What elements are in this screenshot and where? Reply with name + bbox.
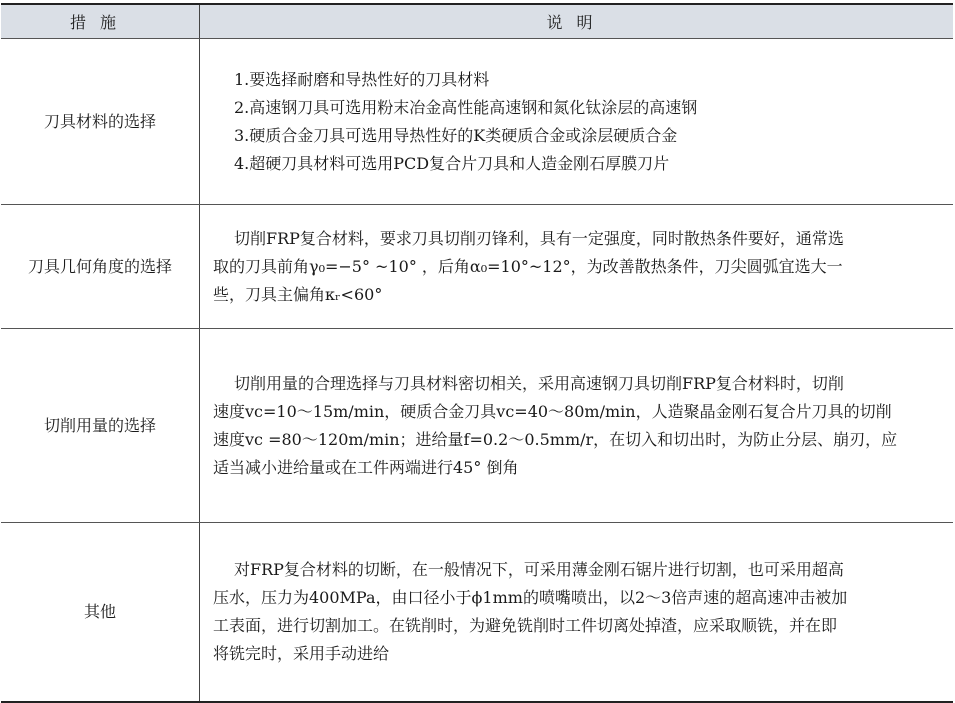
description-line: 4.超硬刀具材料可选用PCD复合片刀具和人造金刚石厚膜刀片 (234, 153, 670, 173)
description-line: 压水，压力为400MPa，由口径小于ϕ1mm的喷嘴喷出，以2～3倍声速的超高速冲击被加 (213, 588, 848, 607)
description-line: 些，刀具主偏角κᵣ<60° (213, 284, 383, 304)
table-row (1, 205, 953, 329)
row-measure-cell: 刀具几何角度的选择 (1, 205, 200, 329)
description-line: 对FRP复合材料的切断，在一般情况下，可采用薄金刚石锯片进行切割，也可采用超高 (234, 560, 844, 579)
row-description-cell (200, 39, 954, 205)
description-line: 切削用量的合理选择与刀具材料密切相关，采用高速钢刀具切削FRP复合材料时，切削 (234, 373, 844, 393)
measures-table (1, 3, 953, 703)
description-line: 取的刀具前角γ₀=−5° ~10° ，后角α₀=10°~12°，为改善散热条件，刀尖圆弧宜选大一 (213, 256, 843, 276)
description-line: 将铣完时，采用手动进给 (213, 644, 390, 663)
table-row (1, 523, 953, 703)
row-measure-cell: 刀具材料的选择 (1, 39, 200, 205)
row-measure-cell: 切削用量的选择 (1, 329, 200, 523)
description-line: 2.高速钢刀具可选用粉末冶金高性能高速钢和氮化钛涂层的高速钢 (234, 97, 698, 117)
description-line: 3.硬质合金刀具可选用导热性好的K类硬质合金或涂层硬质合金 (234, 125, 678, 145)
row-measure-cell: 其他 (1, 523, 200, 703)
table-row (1, 39, 953, 205)
table-row (1, 329, 953, 523)
description-line: 适当减小进给量或在工件两端进行45° 倒角 (213, 457, 519, 477)
header-measure: 措施 (1, 4, 200, 39)
description-line: 1.要选择耐磨和导热性好的刀具材料 (234, 69, 490, 89)
row-description-cell (200, 523, 954, 703)
row-description-cell (200, 329, 954, 523)
description-line: 工表面，进行切割加工。在铣削时，为避免铣削时工件切离处掉渣，应采取顺铣，并在即 (213, 616, 838, 635)
description-line: 速度vc=10～15m/min，硬质合金刀具vc=40～80m/min，人造聚晶金刚石复合片刀具的切削 (213, 401, 892, 421)
table-header-row (1, 4, 953, 39)
row-description-cell (200, 205, 954, 329)
header-description: 说明 (200, 4, 954, 39)
description-line: 切削FRP复合材料，要求刀具切削刃锋利，具有一定强度，同时散热条件要好，通常选 (234, 228, 844, 248)
description-line: 速度vc =80～120m/min；进给量f=0.2～0.5mm/r，在切入和切出时，为防止分层、崩刃，应 (213, 429, 898, 449)
